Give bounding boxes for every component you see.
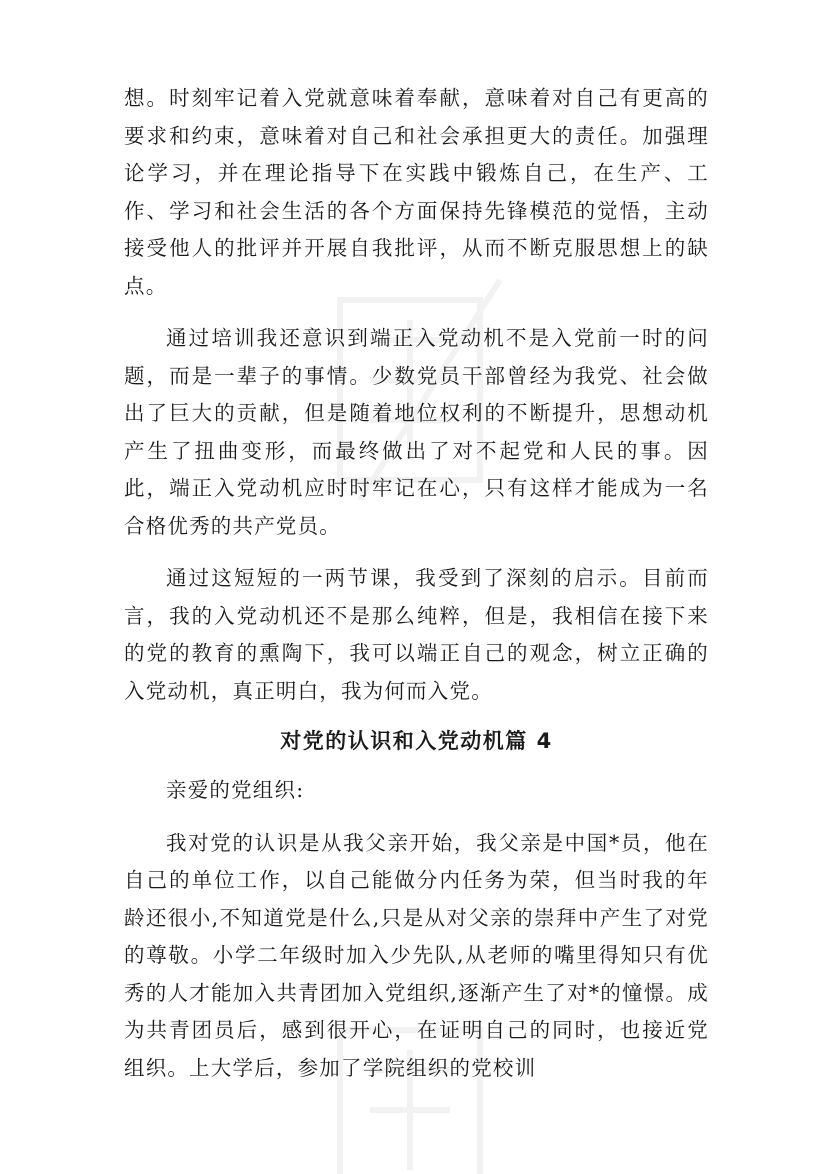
- greeting: 亲爱的党组织:: [166, 778, 305, 802]
- section-title: 对党的认识和入党动机篇 4: [280, 729, 553, 753]
- paragraph-2: 通过培训我还意识到端正入党动机不是入党前一时的问题，而是一辈子的事情。少数党员干部曾经为我党、社会做出了巨大的贡献，但是随着地位权利的不断提升，思想动机产生了扭曲变形，而最终做出了对不起党和人民的事。因此，端正入党动机应时时牢记在心，只有这样才能成为一名合格优秀的共产党员。: [124, 326, 709, 538]
- paragraph-1: 想。时刻牢记着入党就意味着奉献，意味着对自己有更高的要求和约束，意味着对自己和社会承担更大的责任。加强理论学习，并在理论指导下在实践中锻炼自己，在生产、工作、学习和社会生活的各个方面保持先锋模范的觉悟，主动接受他人的批评并开展自我批评，从而不断克服思想上的缺点。: [124, 86, 709, 298]
- paragraph-4: 我对党的认识是从我父亲开始，我父亲是中国*员，他在自己的单位工作，以自己能做分内任务为荣，但当时我的年龄还很小,不知道党是什么,只是从对父亲的崇拜中产生了对党的尊敬。小学二年级时加入少先队,从老师的嘴里得知只有优秀的人才能加入共青团加入党组织,逐渐产生了对*的憧憬。成为共青团员后，感到很开心，在证明自己的同时，也接近党组织。上大学后，参加了学院组织的党校训: [124, 830, 709, 1080]
- document-body: [124, 80, 709, 1087]
- paragraph-3: 通过这短短的一两节课，我受到了深刻的启示。目前而言，我的入党动机还不是那么纯粹，但是，我相信在接下来的党的教育的熏陶下，我可以端正自己的观念，树立正确的入党动机，真正明白，我为何而入党。: [124, 566, 709, 703]
